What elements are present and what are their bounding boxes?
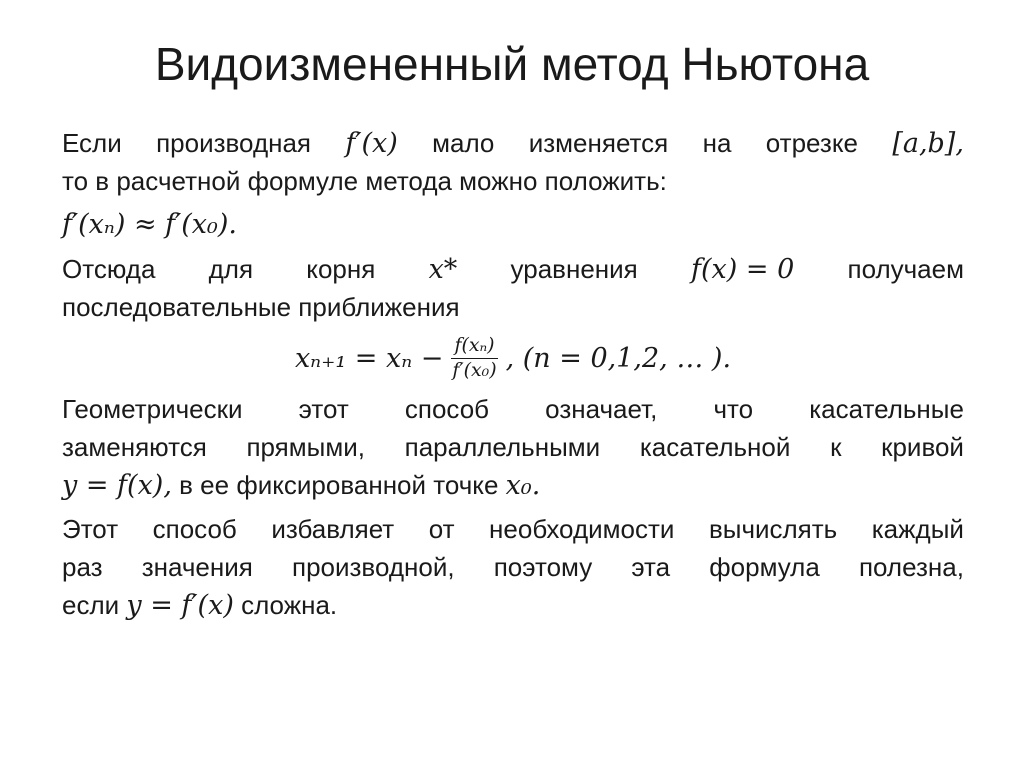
word: способ <box>404 394 490 424</box>
word: на <box>702 128 732 158</box>
math-root: x* <box>428 254 458 285</box>
iteration-formula <box>62 326 964 390</box>
word: отрезке <box>765 128 858 158</box>
math-equation: f(x) = 0 <box>691 254 795 285</box>
approximation-line <box>62 206 964 244</box>
word: раз <box>62 552 103 582</box>
text: то в расчетной формуле метода можно положить: <box>62 166 667 196</box>
word: прямыми, <box>246 432 365 462</box>
word: производная <box>156 128 312 158</box>
word: полезна, <box>858 552 964 582</box>
word: эта <box>631 552 671 582</box>
formula-lhs: xₙ₊₁ = xₙ − <box>294 342 444 374</box>
word: необходимости <box>489 514 675 544</box>
word: Если <box>62 128 122 158</box>
word: получаем <box>847 254 964 284</box>
word: от <box>428 514 455 544</box>
word: формула <box>709 552 820 582</box>
text: в ее фиксированной точке <box>171 470 506 500</box>
text: последовательные приближения <box>62 292 460 322</box>
text: сложна. <box>233 590 338 620</box>
word: Геометрически <box>62 394 243 424</box>
fraction <box>449 335 499 381</box>
math-curve: y = f(x), <box>62 470 172 501</box>
p3-line-2 <box>62 428 964 466</box>
math-interval: [a,b], <box>892 128 964 159</box>
word: параллельными <box>404 432 601 462</box>
p3-line-1 <box>62 390 964 428</box>
p2-line-1 <box>62 250 964 288</box>
word: кривой <box>881 432 964 462</box>
p1-line-2 <box>62 162 964 200</box>
word: изменяется <box>528 128 669 158</box>
word: Этот <box>62 514 119 544</box>
word: вычислять <box>708 514 838 544</box>
word: что <box>713 394 754 424</box>
fraction-denominator: f′(x₀) <box>452 358 497 381</box>
fraction-numerator: f(xₙ) <box>451 335 497 359</box>
p1-line-1 <box>62 124 964 162</box>
word: способ <box>152 514 237 544</box>
math-derivative-expr: y = f′(x) <box>126 590 234 621</box>
word: производной, <box>291 552 455 582</box>
math-point: x₀. <box>505 470 541 501</box>
slide-body <box>62 124 964 624</box>
word: Отсюда <box>62 254 156 284</box>
math-approximation: f′(xₙ) ≈ f′(x₀). <box>62 209 237 240</box>
p4-line-3 <box>62 586 964 624</box>
word: корня <box>306 254 376 284</box>
word: означает, <box>545 394 658 424</box>
word: мало <box>432 128 495 158</box>
p3-line-3 <box>62 466 964 504</box>
text: если <box>62 590 127 620</box>
word: касательные <box>809 394 964 424</box>
word: поэтому <box>493 552 593 582</box>
word: уравнения <box>510 254 638 284</box>
word: этот <box>298 394 349 424</box>
p2-line-2 <box>62 288 964 326</box>
p4-line-2 <box>62 548 964 586</box>
p4-line-1 <box>62 510 964 548</box>
word: для <box>208 254 254 284</box>
slide-title: Видоизмененный метод Ньютона <box>154 38 870 90</box>
word: заменяются <box>62 432 207 462</box>
word: к <box>830 432 842 462</box>
word: каждый <box>871 514 964 544</box>
formula-rhs: , (n = 0,1,2, … ). <box>505 342 732 374</box>
math-derivative: f′(x) <box>345 128 398 159</box>
word: избавляет <box>271 514 395 544</box>
word: значения <box>141 552 253 582</box>
word: касательной <box>639 432 791 462</box>
